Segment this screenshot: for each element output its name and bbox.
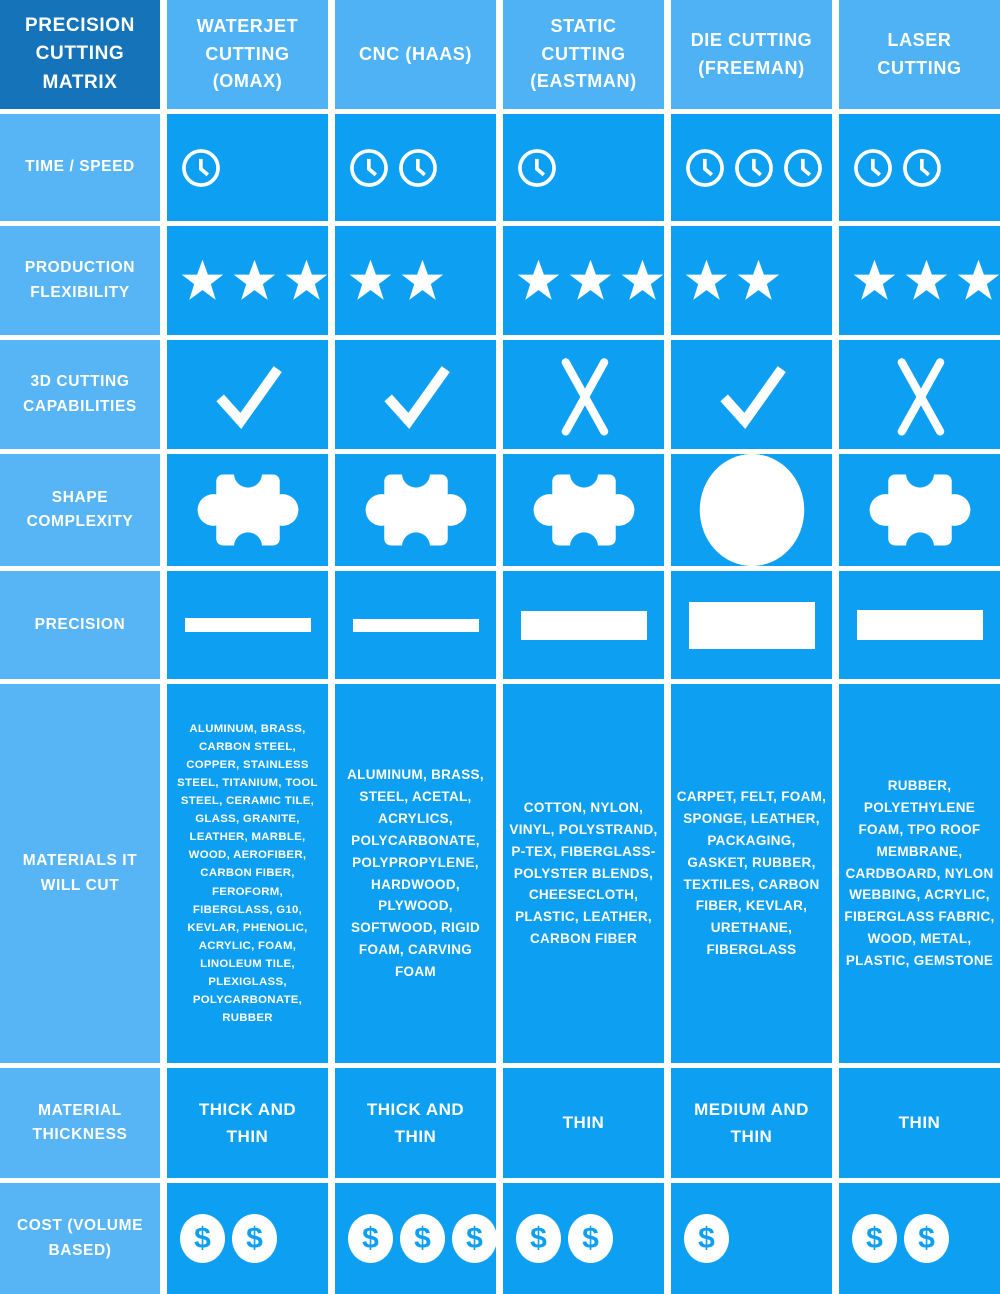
cell-materials-cnc: ALUMINUM, BRASS, STEEL, ACETAL, ACRYLICS, POLYCARBONATE, POLYPROPYLENE, HARDWOOD, PLYWOOD, SOFTWOOD, RIGID FOAM, CARVING FOAM (335, 684, 496, 1063)
star-icon (516, 258, 561, 303)
cell-shape-complexity-die (671, 454, 832, 566)
row-label-production-flexibility: PRODUCTION FLEXIBILITY (0, 226, 160, 335)
star-icon (232, 258, 277, 303)
dollar-coin-icon: $ (568, 1214, 613, 1263)
star-icon (348, 258, 393, 303)
puzzle-piece-icon (192, 454, 304, 566)
cell-materials-laser: RUBBER, POLYETHYLENE FOAM, TPO ROOF MEMBRANE, CARDBOARD, NYLON WEBBING, ACRYLIC, FIBERGLASS FABRIC, WOOD, METAL, PLASTIC, GEMSTONE (839, 684, 1000, 1063)
cell-shape-complexity-static (503, 454, 664, 566)
precision-bar (857, 610, 983, 640)
dollar-rating (180, 1214, 277, 1263)
checkmark-icon (368, 347, 464, 443)
clock-icon (348, 147, 390, 189)
clock-rating (180, 147, 222, 189)
cell-material-thickness-die: MEDIUM AND THIN (671, 1068, 832, 1178)
col-header-die: DIE CUTTING (FREEMAN) (671, 0, 832, 109)
star-rating (348, 258, 445, 303)
star-rating (180, 258, 328, 303)
star-icon (852, 258, 897, 303)
clock-rating (852, 147, 943, 189)
puzzle-piece-icon (864, 454, 976, 566)
clock-rating (684, 147, 824, 189)
star-icon (180, 258, 225, 303)
star-rating (852, 258, 1000, 303)
cell-production-flexibility-static (503, 226, 664, 335)
cell-time-speed-die (671, 114, 832, 221)
dollar-rating (348, 1214, 496, 1263)
precision-bar (689, 602, 815, 649)
clock-rating (516, 147, 558, 189)
dollar-coin-icon: $ (516, 1214, 561, 1263)
cell-cost-cnc (335, 1183, 496, 1294)
star-icon (284, 258, 328, 303)
row-label-time-speed: TIME / SPEED (0, 114, 160, 221)
dollar-coin-icon: $ (452, 1214, 496, 1263)
row-label-material-thickness: MATERIAL THICKNESS (0, 1068, 160, 1178)
cell-3d-cutting-capabilities-waterjet (167, 340, 328, 449)
circle-shape-icon (695, 454, 809, 566)
puzzle-piece-icon (360, 454, 472, 566)
cell-materials-waterjet: ALUMINUM, BRASS, CARBON STEEL, COPPER, STAINLESS STEEL, TITANIUM, TOOL STEEL, CERAMIC TILE, GLASS, GRANITE, LEATHER, MARBLE, WOOD, AEROFIBER, CARBON FIBER, FEROFORM, FIBERGLASS, G10, KEVLAR, PHENOLIC, ACRYLIC, FOAM, LINOLEUM TILE, PLEXIGLASS, POLYCARBONATE, RUBBER (167, 684, 328, 1063)
cell-time-speed-static (503, 114, 664, 221)
cell-time-speed-waterjet (167, 114, 328, 221)
cell-precision-cnc (335, 571, 496, 679)
dollar-rating (852, 1214, 949, 1263)
col-header-cnc: CNC (HAAS) (335, 0, 496, 109)
row-label-precision: PRECISION (0, 571, 160, 679)
cell-precision-laser (839, 571, 1000, 679)
cell-material-thickness-static: THIN (503, 1068, 664, 1178)
cell-precision-static (503, 571, 664, 679)
cell-3d-cutting-capabilities-die (671, 340, 832, 449)
dollar-coin-icon: $ (232, 1214, 277, 1263)
precision-bar (353, 619, 479, 632)
star-rating (684, 258, 781, 303)
cell-materials-die: CARPET, FELT, FOAM, SPONGE, LEATHER, PACKAGING, GASKET, RUBBER, TEXTILES, CARBON FIBER, KEVLAR, URETHANE, FIBERGLASS (671, 684, 832, 1063)
dollar-coin-icon: $ (904, 1214, 949, 1263)
star-icon (956, 258, 1000, 303)
clock-rating (348, 147, 439, 189)
cell-material-thickness-laser: THIN (839, 1068, 1000, 1178)
dollar-coin-icon: $ (684, 1214, 729, 1263)
cell-precision-die (671, 571, 832, 679)
clock-icon (397, 147, 439, 189)
clock-icon (684, 147, 726, 189)
cell-materials-static: COTTON, NYLON, VINYL, POLYSTRAND, P-TEX, FIBERGLASS-POLYSTER BLENDS, CHEESECLOTH, PLASTIC, LEATHER, CARBON FIBER (503, 684, 664, 1063)
cell-cost-waterjet (167, 1183, 328, 1294)
cell-shape-complexity-laser (839, 454, 1000, 566)
clock-icon (516, 147, 558, 189)
cell-production-flexibility-die (671, 226, 832, 335)
cell-production-flexibility-cnc (335, 226, 496, 335)
star-icon (684, 258, 729, 303)
col-header-laser: LASER CUTTING (839, 0, 1000, 109)
precision-bar (185, 618, 311, 632)
dollar-rating (516, 1214, 613, 1263)
star-icon (400, 258, 445, 303)
star-icon (568, 258, 613, 303)
row-label-shape-complexity: SHAPE COMPLEXITY (0, 454, 160, 566)
dollar-coin-icon: $ (852, 1214, 897, 1263)
clock-icon (852, 147, 894, 189)
col-header-waterjet: WATERJET CUTTING (OMAX) (167, 0, 328, 109)
cell-shape-complexity-cnc (335, 454, 496, 566)
row-label-3d-cutting-capabilities: 3D CUTTING CAPABILITIES (0, 340, 160, 449)
cell-cost-static (503, 1183, 664, 1294)
row-label-cost: COST (VOLUME BASED) (0, 1183, 160, 1294)
x-mark-icon (536, 347, 632, 443)
clock-icon (733, 147, 775, 189)
puzzle-piece-icon (528, 454, 640, 566)
matrix-corner-title: PRECISION CUTTING MATRIX (0, 0, 160, 109)
clock-icon (901, 147, 943, 189)
cell-material-thickness-waterjet: THICK AND THIN (167, 1068, 328, 1178)
cell-3d-cutting-capabilities-cnc (335, 340, 496, 449)
cell-3d-cutting-capabilities-static (503, 340, 664, 449)
cell-precision-waterjet (167, 571, 328, 679)
checkmark-icon (200, 347, 296, 443)
cell-production-flexibility-waterjet (167, 226, 328, 335)
star-icon (736, 258, 781, 303)
col-header-static: STATIC CUTTING (EASTMAN) (503, 0, 664, 109)
dollar-coin-icon: $ (180, 1214, 225, 1263)
dollar-coin-icon: $ (400, 1214, 445, 1263)
cell-time-speed-laser (839, 114, 1000, 221)
x-mark-icon (872, 347, 968, 443)
cell-3d-cutting-capabilities-laser (839, 340, 1000, 449)
cell-time-speed-cnc (335, 114, 496, 221)
clock-icon (782, 147, 824, 189)
cell-material-thickness-cnc: THICK AND THIN (335, 1068, 496, 1178)
dollar-rating (684, 1214, 729, 1263)
clock-icon (180, 147, 222, 189)
row-label-materials: MATERIALS IT WILL CUT (0, 684, 160, 1063)
cell-shape-complexity-waterjet (167, 454, 328, 566)
star-icon (904, 258, 949, 303)
cell-production-flexibility-laser (839, 226, 1000, 335)
checkmark-icon (704, 347, 800, 443)
cell-cost-laser (839, 1183, 1000, 1294)
dollar-coin-icon: $ (348, 1214, 393, 1263)
star-rating (516, 258, 664, 303)
precision-bar (521, 611, 647, 640)
cell-cost-die (671, 1183, 832, 1294)
star-icon (620, 258, 664, 303)
